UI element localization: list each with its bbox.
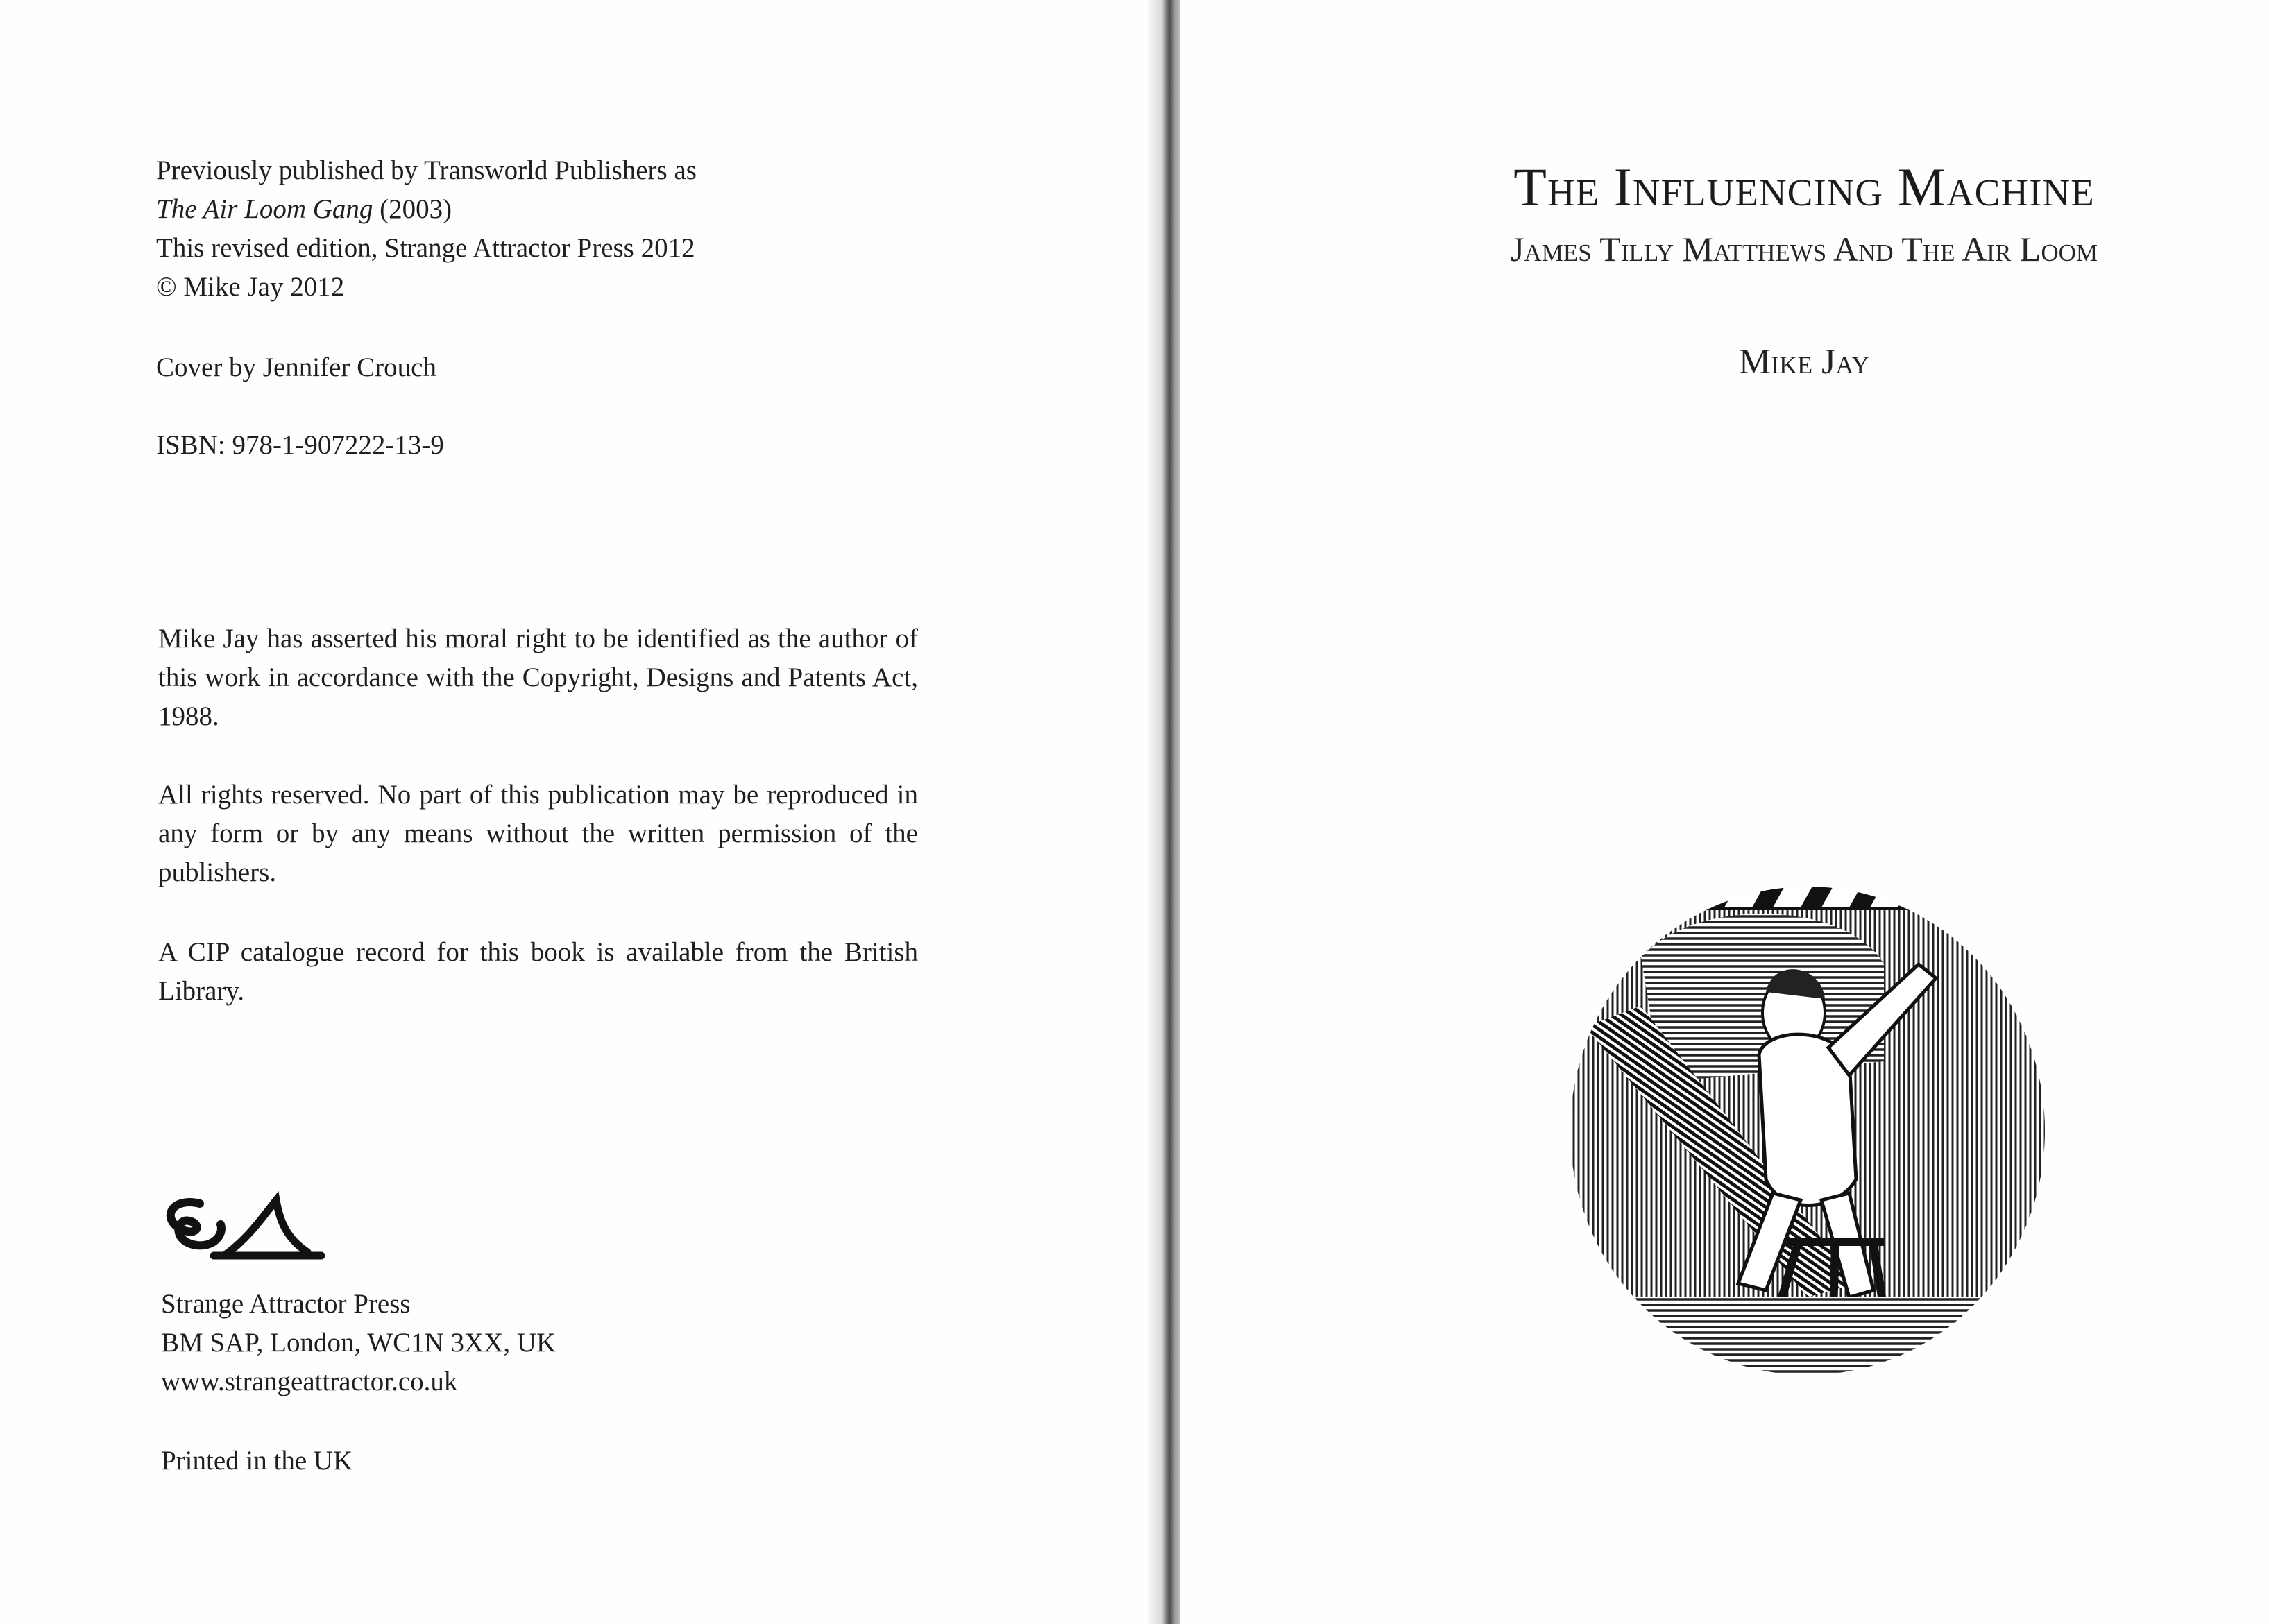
logo-text: SA	[244, 1271, 246, 1272]
isbn: ISBN: 978-1-907222-13-9	[156, 430, 444, 460]
logo-s-stroke	[171, 1202, 221, 1245]
previous-title: The Air Loom Gang	[156, 194, 373, 224]
engraving-illustration	[1558, 853, 2057, 1381]
publisher-name: Strange Attractor Press	[161, 1289, 411, 1319]
publication-history-line-1: Previously published by Transworld Publishers as	[156, 155, 697, 185]
printed-in: Printed in the UK	[161, 1446, 353, 1476]
copyright-line: © Mike Jay 2012	[156, 272, 345, 302]
previous-year: (2003)	[373, 194, 452, 224]
book-author: Mike Jay	[1738, 342, 1870, 382]
publication-history-line-2	[156, 190, 452, 229]
publisher-logo	[158, 1190, 332, 1273]
publisher-address: BM SAP, London, WC1N 3XX, UK	[161, 1328, 556, 1358]
floor	[1599, 1297, 2016, 1381]
cover-credit: Cover by Jennifer Crouch	[156, 352, 436, 382]
logo-a-stroke	[214, 1200, 321, 1256]
rights-reserved-statement: All rights reserved. No part of this publication may be reproduced in any form or by any means without the written permission of the publishers.	[158, 780, 918, 887]
book-title: The Influencing Machine	[1513, 157, 2095, 217]
book-subtitle: James Tilly Matthews And The Air Loom	[1510, 230, 2098, 268]
publication-history-line-3: This revised edition, Strange Attractor Press 2012	[156, 233, 695, 263]
cip-record-statement: A CIP catalogue record for this book is available from the British Library.	[158, 937, 918, 1006]
publisher-website[interactable]: www.strangeattractor.co.uk	[161, 1367, 458, 1396]
moral-right-statement: Mike Jay has asserted his moral right to be identified as the author of this work in accordance with the Copyright, Designs and Patents Act, 1988.	[158, 624, 918, 731]
